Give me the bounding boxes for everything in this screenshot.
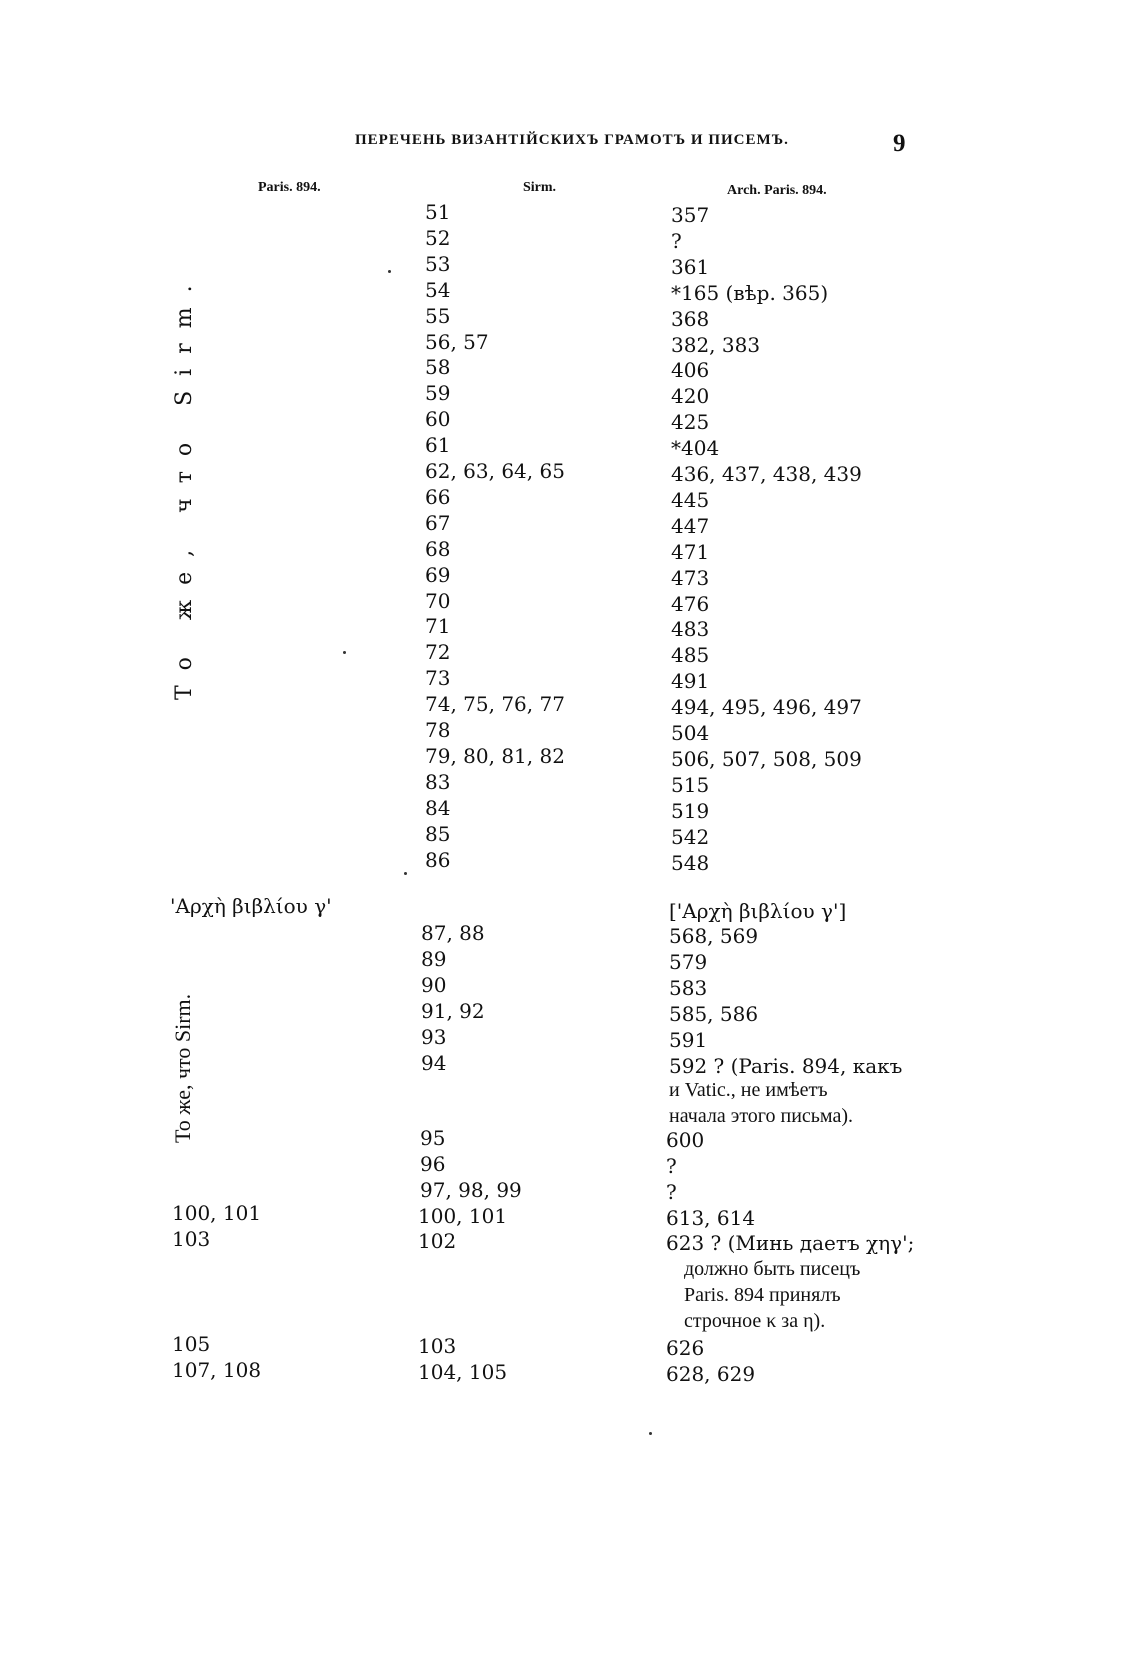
sirm-entry: 79, 80, 81, 82: [425, 743, 565, 768]
arch-entry: 361: [671, 254, 710, 279]
sirm-entry: 59: [425, 381, 451, 406]
sirm-entry: 53: [425, 251, 451, 276]
arch-entry: 600: [666, 1128, 705, 1152]
sirm-entry: 71: [425, 614, 451, 639]
sirm-entry: 90: [421, 972, 447, 997]
arch-entry: 476: [671, 591, 710, 616]
arch-entry: 447: [671, 513, 710, 538]
row-arch-628: 628, 629: [666, 1362, 756, 1386]
arch-entry: 592 ? (Paris. 894, какъ: [669, 1053, 903, 1078]
arch-entry: 585, 586: [669, 1001, 759, 1026]
arch-entry: 483: [671, 617, 710, 642]
sirm-entry: 68: [425, 536, 451, 561]
arch-entry: 515: [671, 772, 710, 797]
arch-entry: 425: [671, 410, 710, 435]
sirm-entry: 73: [425, 666, 451, 691]
arch-entry: ?: [666, 1180, 677, 1204]
arch-entry: 506, 507, 508, 509: [671, 746, 862, 771]
arch-entry: 491: [671, 669, 710, 694]
arch-entry: 494, 495, 496, 497: [671, 695, 862, 720]
arch-entry: 568, 569: [669, 924, 759, 948]
sirm-entry: 70: [425, 588, 451, 613]
row-paris-107: 107, 108: [172, 1358, 262, 1382]
row-sirm-100: 100, 101: [418, 1204, 508, 1228]
book-heading-paris: 'Αρχὴ βιβλίου γ': [170, 894, 332, 918]
sirm-entry: 95: [420, 1126, 446, 1150]
arch-entry: 357: [671, 203, 710, 227]
row-arch-613: 613, 614: [666, 1206, 756, 1230]
page-number: 9: [893, 130, 906, 157]
row-sirm-104: 104, 105: [418, 1360, 508, 1384]
row-arch-626: 626: [666, 1336, 705, 1360]
side-note-lower: То же, что Sirm.: [170, 993, 195, 1143]
arch-entry: 579: [669, 949, 708, 974]
row-arch-623: 623 ? (Минь даетъ χηγ';: [666, 1231, 915, 1255]
arch-entry: ?: [671, 228, 682, 253]
note-623-line-2: Paris. 894 принялъ: [684, 1284, 841, 1306]
note-592-line-1: и Vatic., не имѣетъ: [669, 1079, 828, 1101]
arch-entry: 420: [671, 384, 710, 409]
sirm-entry: 55: [425, 303, 451, 328]
sirm-entry: 51: [425, 200, 451, 224]
print-speck: [649, 1432, 652, 1435]
note-623-line-3: строчное κ за η).: [684, 1310, 826, 1332]
arch-entry: 519: [671, 798, 710, 823]
sirm-entry: 85: [425, 821, 451, 846]
sirm-entry: 58: [425, 355, 451, 380]
sirm-entry: 74, 75, 76, 77: [425, 692, 565, 717]
sirm-entry: 89: [421, 946, 447, 971]
column-heading-arch: Arch. Paris. 894.: [727, 183, 827, 198]
arch-entry: 471: [671, 539, 710, 564]
sirm-entry: 72: [425, 640, 451, 665]
sirm-entry: 52: [425, 225, 451, 250]
arch-entry: 542: [671, 824, 710, 849]
sirm-entry: 61: [425, 433, 451, 458]
sirm-entry: 60: [425, 407, 451, 432]
arch-entry: 504: [671, 721, 710, 745]
arch-entry: 548: [671, 850, 710, 875]
print-speck: [404, 872, 407, 875]
sirm-entry: 94: [421, 1050, 447, 1075]
column-heading-paris: Paris. 894.: [258, 180, 321, 195]
sirm-entry: 56, 57: [425, 329, 489, 354]
sirm-entry: 69: [425, 562, 451, 587]
arch-entry: ?: [666, 1154, 677, 1178]
column-heading-sirm: Sirm.: [523, 180, 557, 195]
arch-entry: 368: [671, 306, 710, 331]
arch-entry: 485: [671, 643, 710, 668]
print-speck: [343, 651, 346, 654]
arch-entry: 436, 437, 438, 439: [671, 462, 862, 486]
book-heading-arch: ['Αρχὴ βιβλίου γ']: [669, 899, 847, 923]
side-note-upper: То же, что Sirm.: [172, 270, 197, 700]
note-623-line-1: должно быть писецъ: [684, 1258, 861, 1280]
note-592-line-2: начала этого письма).: [669, 1105, 853, 1127]
arch-entry: *165 (вѣр. 365): [671, 280, 829, 305]
row-paris-103: 103: [172, 1227, 211, 1251]
sirm-entry: 91, 92: [421, 998, 485, 1023]
arch-entry: 445: [671, 487, 710, 512]
sirm-entry: 83: [425, 769, 451, 794]
sirm-entry: 86: [425, 847, 451, 872]
arch-entry: 406: [671, 358, 710, 383]
row-sirm-102: 102: [418, 1229, 457, 1253]
sirm-entry: 62, 63, 64, 65: [425, 459, 565, 483]
sirm-entry: 96: [420, 1152, 446, 1176]
sirm-entry: 78: [425, 718, 451, 742]
sirm-entry: 87, 88: [421, 921, 485, 945]
arch-entry: 382, 383: [671, 332, 761, 357]
sirm-entry: 84: [425, 795, 451, 820]
arch-entry: 473: [671, 565, 710, 590]
row-paris-105: 105: [172, 1332, 211, 1356]
arch-entry: *404: [671, 436, 720, 461]
running-header-title: ПЕРЕЧЕНЬ ВИЗАНТІЙСКИХЪ ГРАМОТЪ И ПИСЕМЪ.: [355, 132, 789, 148]
row-sirm-103: 103: [418, 1334, 457, 1358]
sirm-entry: 66: [425, 484, 451, 509]
print-speck: [388, 270, 391, 273]
arch-entry: 583: [669, 975, 708, 1000]
sirm-entry: 54: [425, 277, 451, 302]
sirm-entry: 97, 98, 99: [420, 1178, 522, 1202]
sirm-entry: 67: [425, 510, 451, 535]
row-paris-100: 100, 101: [172, 1201, 262, 1225]
arch-entry: 591: [669, 1027, 708, 1052]
sirm-entry: 93: [421, 1024, 447, 1049]
